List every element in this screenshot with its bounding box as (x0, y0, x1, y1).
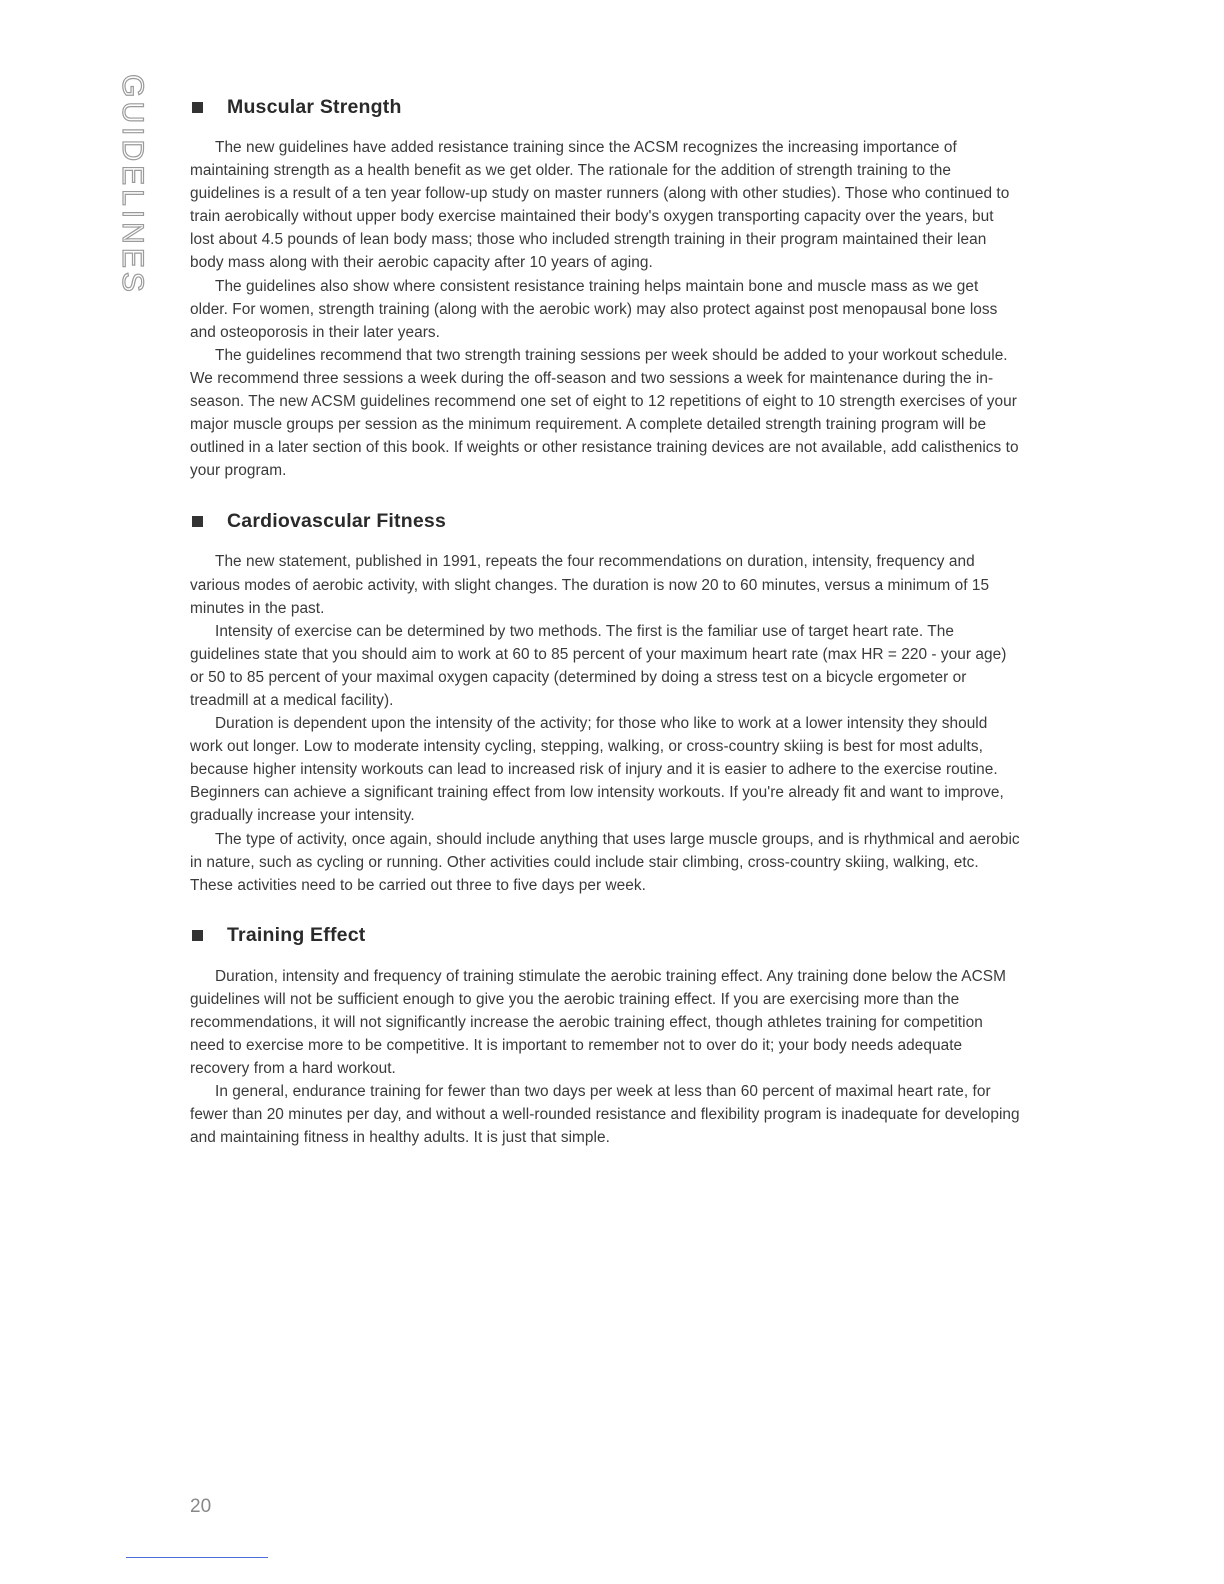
square-bullet-icon (192, 930, 203, 941)
side-section-label-text: GUIDELINES (116, 74, 149, 296)
section-heading (190, 92, 1020, 122)
square-bullet-icon (192, 102, 203, 113)
section-muscular-strength (190, 92, 1020, 482)
paragraph: The type of activity, once again, should include anything that uses large muscle groups, and is rhythmical and aerobic in nature, such as cycling or running. Other activities could include stair climbing, cross-country skiing, walking, etc. These activities need to be carried out three to five days per week. (190, 830, 1020, 894)
paragraph: The new guidelines have added resistance training since the ACSM recognizes the increasing importance of maintaining strength as a health benefit as we get older. The rationale for the addition of strength training to the guidelines is a result of a ten year follow-up study on master runners (along with other studies). Those who continued to train aerobically without upper body exercise maintained their body's oxygen transporting capacity over the years, but lost about 4.5 pounds of lean body mass; those who included strength training in their program maintained their lean body mass along with their aerobic capacity after 10 years of aging. (190, 139, 1010, 272)
paragraph: Duration, intensity and frequency of training stimulate the aerobic training effect. Any training done below the ACSM guidelines will not be sufficient enough to give you the aerobic training effect. If you are exercising more than the recommendations, it will not significantly increase the aerobic training effect, though athletes training for competition need to exercise more to be competitive. It is important to remember not to over do it; your body needs adequate recovery from a hard workout. (190, 967, 1006, 1078)
square-bullet-icon (192, 516, 203, 527)
section-training-effect (190, 921, 1020, 1150)
section-cardiovascular-fitness (190, 506, 1020, 896)
footer-rule (126, 1557, 268, 1558)
paragraph: The guidelines recommend that two strength training sessions per week should be added to your workout schedule. We recommend three sessions a week during the off-season and two sessions a week for maintenance during the in-season. The new ACSM guidelines recommend one set of eight to 12 repetitions of eight to 10 strength exercises of your major muscle groups per session as the minimum requirement. A complete detailed strength training program will be outlined in a later section of this book. If weights or other resistance training devices are not available, add calisthenics to your program. (190, 346, 1019, 480)
section-heading-text: Muscular Strength (227, 95, 402, 118)
side-section-label (112, 74, 152, 296)
paragraph: The guidelines also show where consistent resistance training helps maintain bone and muscle mass as we get older. For women, strength training (along with the aerobic work) may also protect against post menopausal bone loss and osteoporosis in their later years. (190, 277, 998, 341)
page-content (190, 92, 1020, 1150)
section-heading (190, 506, 1020, 536)
page-number: 20 (190, 1496, 212, 1517)
section-heading-text: Training Effect (227, 924, 366, 947)
section-heading (190, 921, 1020, 951)
section-heading-text: Cardiovascular Fitness (227, 509, 446, 532)
paragraph: Intensity of exercise can be determined by two methods. The first is the familiar use of target heart rate. The guidelines state that you should aim to work at 60 to 85 percent of your maximum heart rate (max HR = 220 - your age) or 50 to 85 percent of your maximal oxygen capacity (determined by doing a stress test on a bicycle ergometer or treadmill at a medical facility). (190, 622, 1007, 709)
paragraph: The new statement, published in 1991, repeats the four recommendations on duration, intensity, frequency and various modes of aerobic activity, with slight changes. The duration is now 20 to 60 minutes, versus a minimum of 15 minutes in the past. (190, 553, 990, 617)
paragraph: In general, endurance training for fewer than two days per week at less than 60 percent of maximal heart rate, for fewer than 20 minutes per day, and without a well-rounded resistance and flexibility program is inadequate for developing and maintaining fitness in healthy adults. It is just that simple. (190, 1083, 1020, 1147)
paragraph: Duration is dependent upon the intensity of the activity; for those who like to work at a lower intensity they should work out longer. Low to moderate intensity cycling, stepping, walking, or cross-country skiing is best for most adults, because higher intensity workouts can lead to increased risk of injury and it is easier to adhere to the exercise routine. Beginners can achieve a significant training effect from low intensity workouts. If you're already fit and want to improve, gradually increase your intensity. (190, 715, 1004, 825)
